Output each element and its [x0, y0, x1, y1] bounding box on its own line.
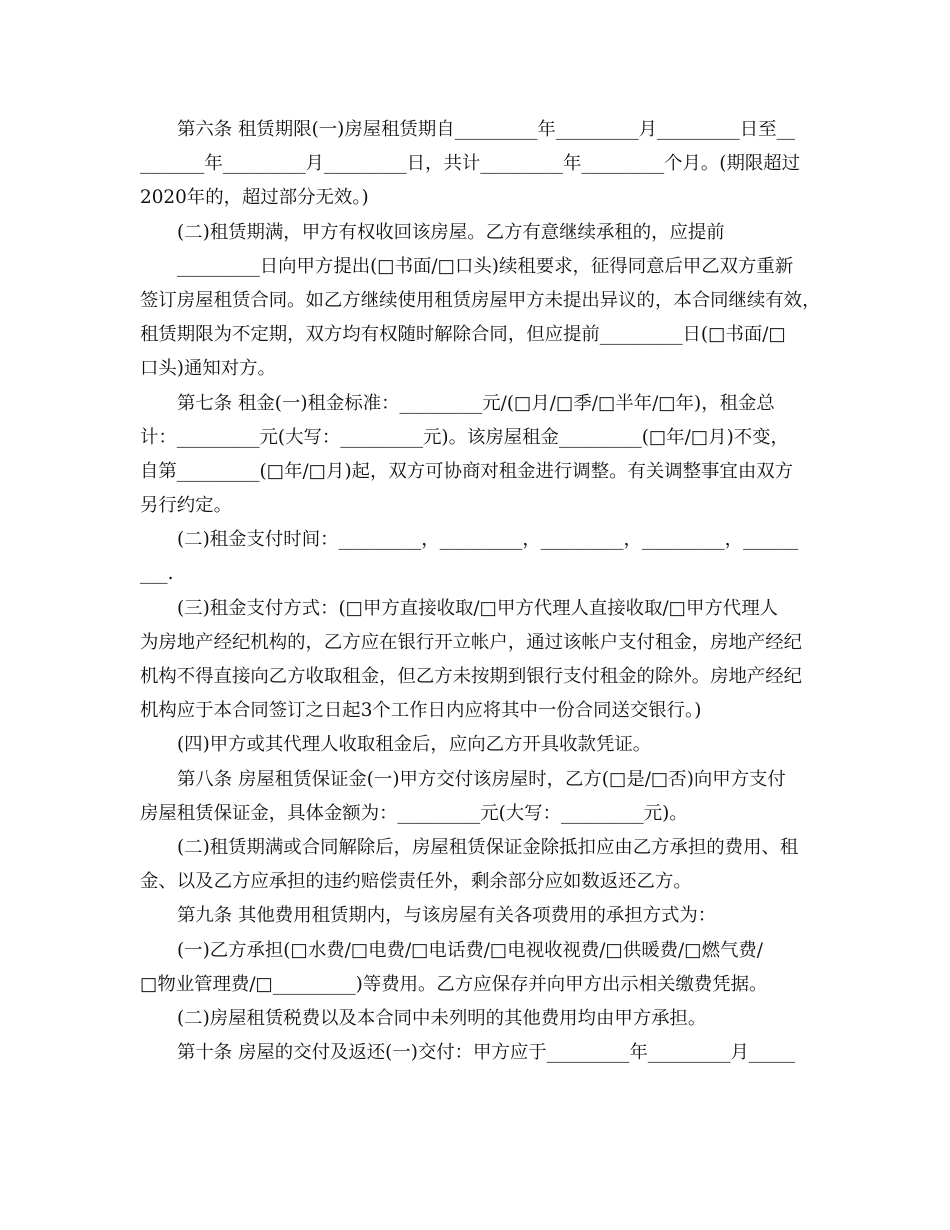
text-line: 第六条 租赁期限(一)房屋租赁期自_________年_________月_________日至__ — [177, 119, 795, 140]
text-line: (二)租赁期满或合同解除后，房屋租赁保证金除抵扣应由乙方承担的费用、租 — [177, 836, 799, 858]
text-line: _________日向甲方提出(□书面/□口头)续租要求，征得同意后甲乙双方重新 — [177, 255, 794, 277]
text-line: 自第_________(□年/□月)起，双方可协商对租金进行调整。有关调整事宜由双方 — [140, 460, 793, 482]
text-line: (三)租金支付方式：(□甲方直接收取/□甲方代理人直接收取/□甲方代理人 — [177, 597, 778, 619]
text-line: 金、以及乙方应承担的违约赔偿责任外，剩余部分应如数返还乙方。 — [140, 871, 692, 893]
text-line: 第九条 其他费用租赁期内，与该房屋有关各项费用的承担方式为： — [177, 905, 717, 927]
text-line: (一)乙方承担(□水费/□电费/□电话费/□电视收视费/□供暖费/□燃气费/ — [177, 939, 763, 961]
text-line: (四)甲方或其代理人收取租金后，应向乙方开具收款凭证。 — [177, 734, 652, 756]
text-line: (二)租赁期满，甲方有权收回该房屋。乙方有意继续承租的，应提前 — [177, 221, 725, 243]
text-line: ___. — [140, 563, 174, 585]
text-line: 第八条 房屋租赁保证金(一)甲方交付该房屋时，乙方(□是/□否)向甲方支付 — [177, 768, 786, 790]
text-line: 租赁期限为不定期，双方均有权随时解除合同，但应提前_________日(□书面/□ — [140, 324, 786, 346]
text-line: 房屋租赁保证金，具体金额为：_________元(大写：_________元)。 — [140, 802, 688, 824]
document-page — [140, 113, 820, 1070]
text-line: 2020年的，超过部分无效。) — [140, 187, 369, 209]
text-line: 为房地产经纪机构的，乙方应在银行开立帐户，通过该帐户支付租金，房地产经纪 — [140, 631, 803, 653]
text-line: 签订房屋租赁合同。如乙方继续使用租赁房屋甲方未提出异议的，本合同继续有效， — [140, 289, 821, 311]
text-line: (二)租金支付时间：_________，_________，_________，_________，______ — [177, 529, 799, 551]
text-line: 机构应于本合同签订之日起3个工作日内应将其中一份合同送交银行。) — [140, 700, 702, 722]
text-line: □物业管理费/□_________)等费用。乙方应保存并向甲方出示相关缴费凭据。 — [140, 973, 768, 995]
text-line: _______年_________月_________日，共计_________年_________个月。(期限超过 — [140, 153, 801, 175]
text-line: 第七条 租金(一)租金标准：_________元/(□月/□季/□半年/□年)，租金总 — [177, 392, 775, 414]
text-line: 计：_________元(大写：_________元)。该房屋租金_________(□年/□月)不变， — [140, 426, 789, 448]
text-line: 第十条 房屋的交付及返还(一)交付：甲方应于_________年_________月_____ — [177, 1042, 795, 1064]
text-line: 机构不得直接向乙方收取租金，但乙方未按期到银行支付租金的除外。房地产经纪 — [140, 666, 803, 687]
text-line: (二)房屋租赁税费以及本合同中未列明的其他费用均由甲方承担。 — [177, 1007, 707, 1029]
text-line: 另行约定。 — [140, 495, 232, 517]
text-line: 口头)通知对方。 — [140, 358, 276, 380]
